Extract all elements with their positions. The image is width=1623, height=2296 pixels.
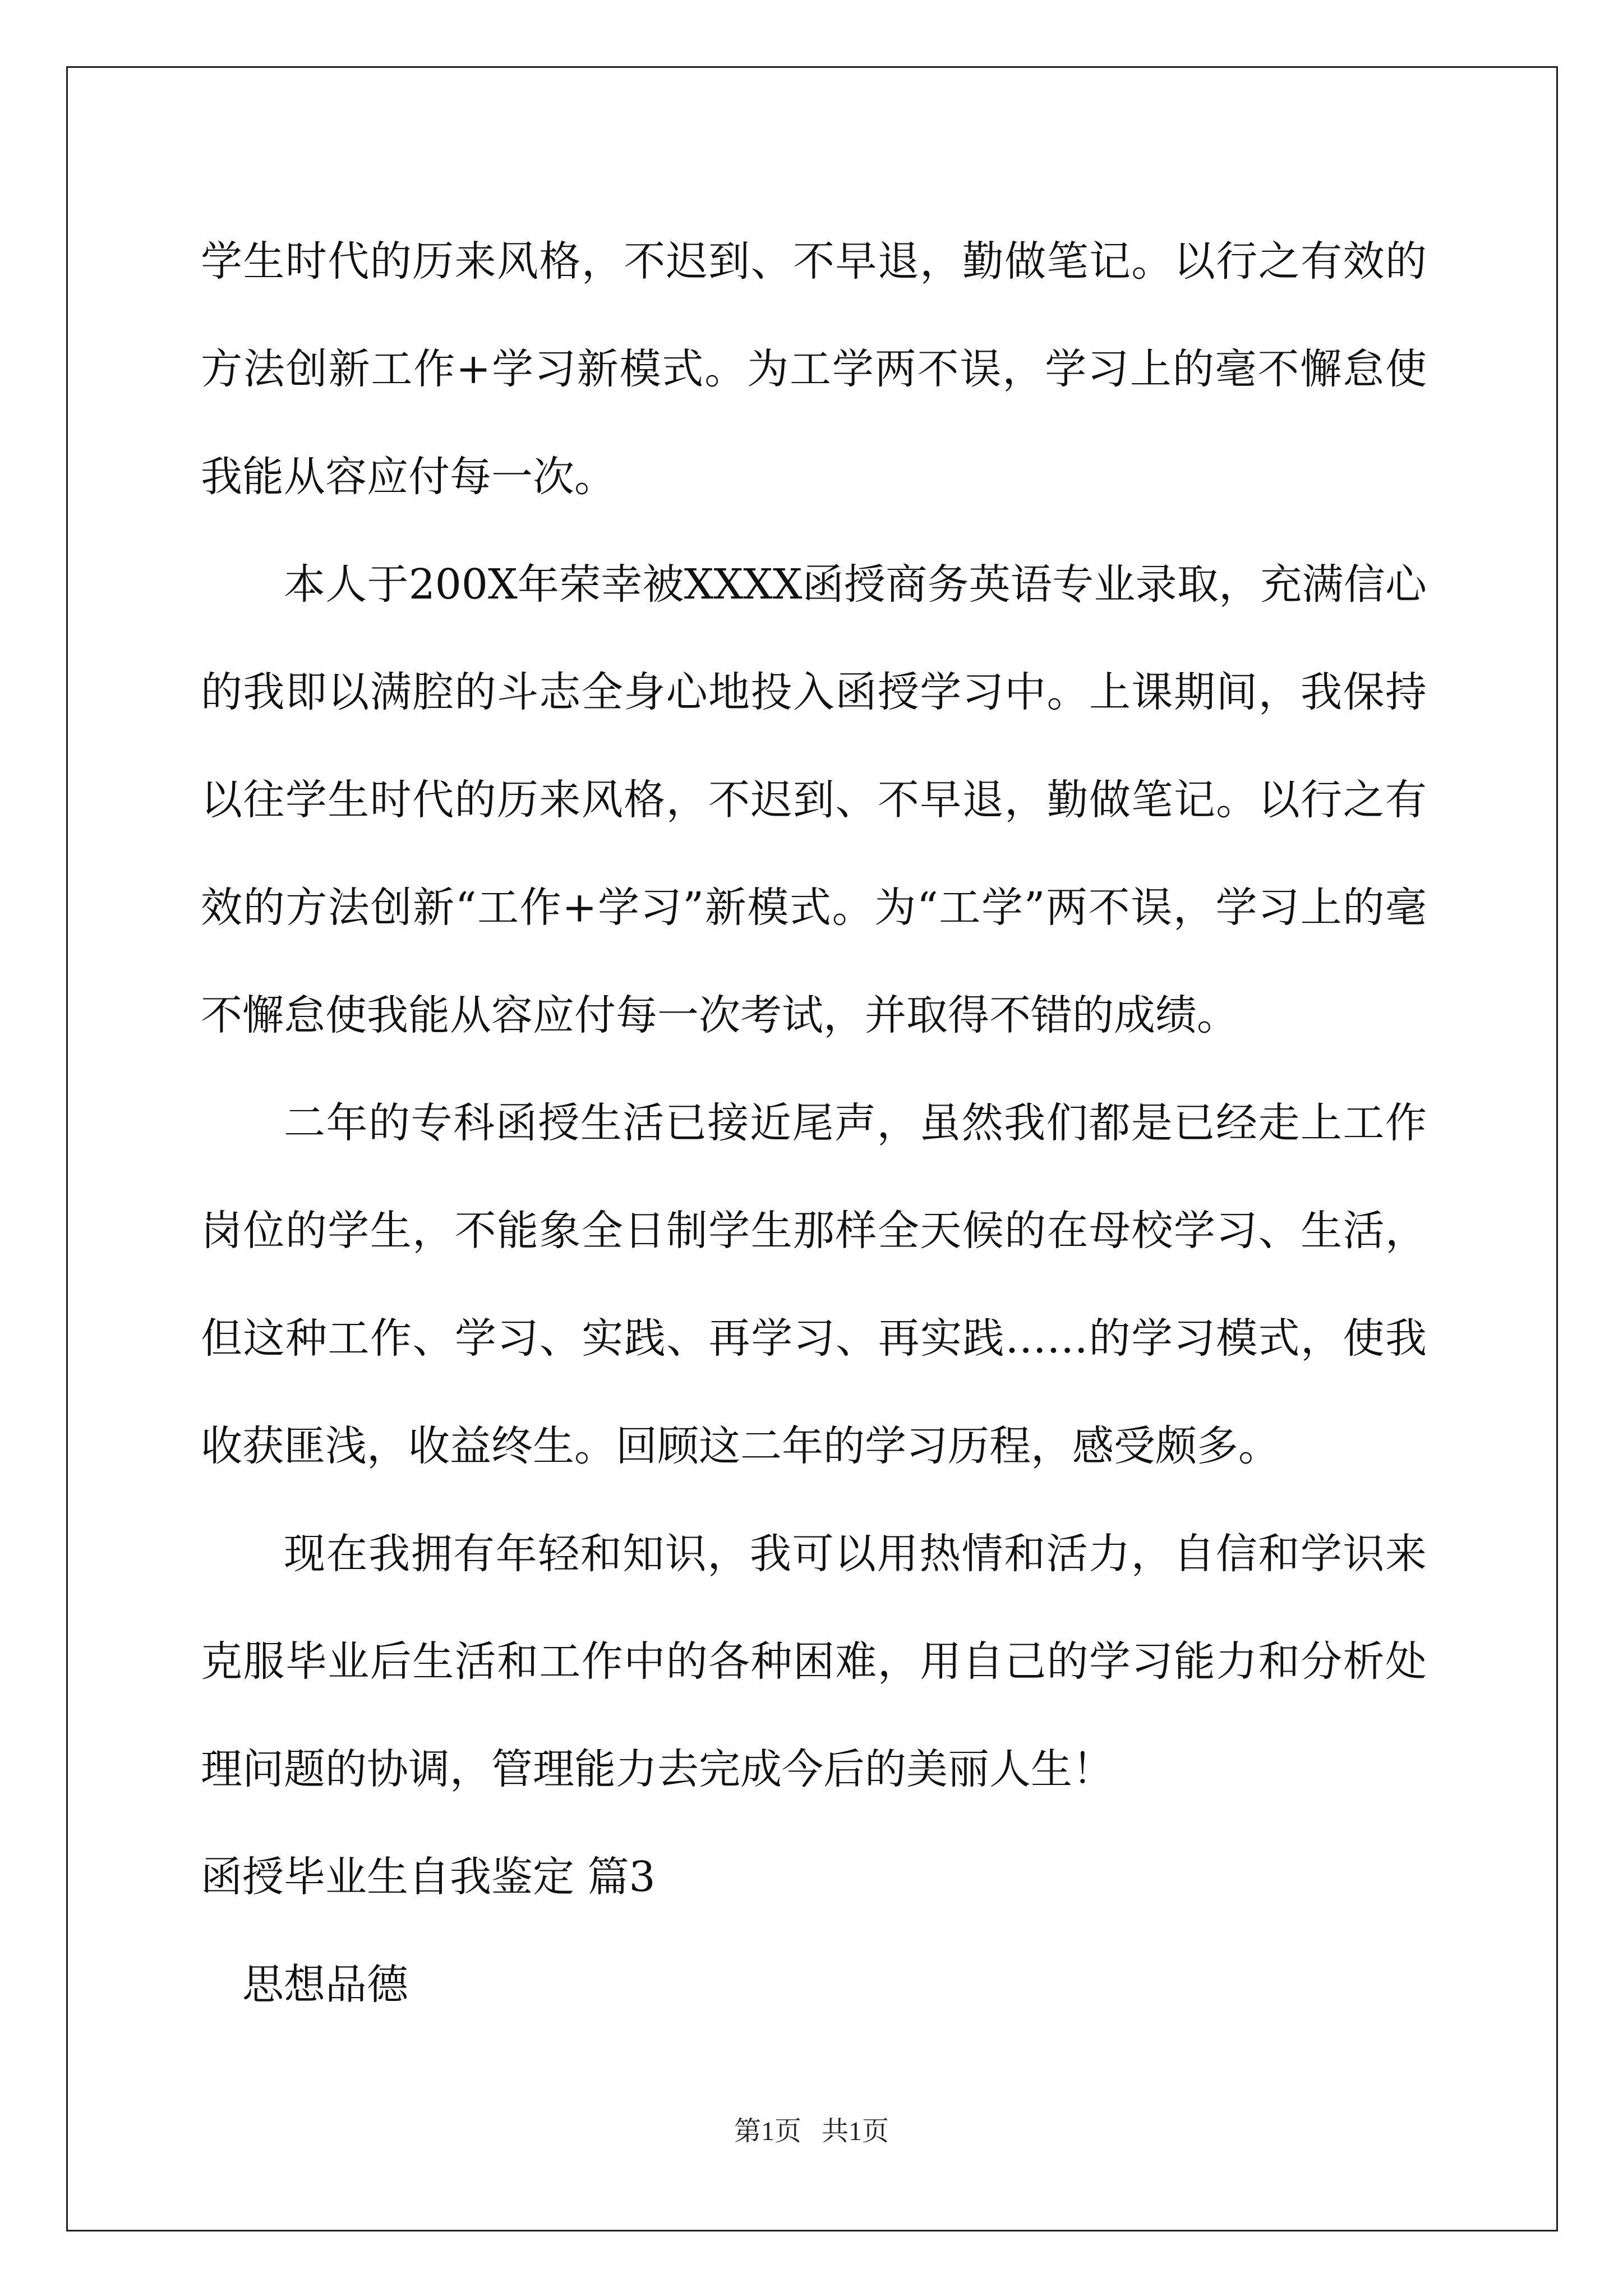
page-footer	[0, 2115, 1623, 2148]
section-heading: 函授毕业生自我鉴定 篇3	[201, 1853, 656, 1901]
subheading: 思想品德	[242, 1961, 408, 2009]
document-body	[201, 208, 1427, 2039]
paragraph-study-life: 二年的专科函授生活已接近尾声，虽然我们都是已经走上工作岗位的学生，不能象全日制学生那样全天候的在母校学习、生活，但这种工作、学习、实践、再学习、再实践……的学习模式，使我收获匪浅，收益终生。回顾这二年的学习历程，感受颇多。	[201, 1099, 1427, 1470]
paragraph-enrollment: 本人于200X年荣幸被XXXX函授商务英语专业录取，充满信心的我即以满腔的斗志全身心地投入函授学习中。上课期间，我保持以往学生时代的历来风格，不迟到、不早退，勤做笔记。以行之有效的方法创新“工作+学习”新模式。为“工学”两不误，学习上的毫不懈怠使我能从容应付每一次考试，并取得不错的成绩。	[201, 560, 1427, 1039]
paragraph-continued: 学生时代的历来风格，不迟到、不早退，勤做笔记。以行之有效的方法创新工作+学习新模式。为工学两不误，学习上的毫不懈怠使我能从容应付每一次。	[201, 237, 1427, 501]
paragraph-future: 现在我拥有年轻和知识，我可以用热情和活力，自信和学识来克服毕业后生活和工作中的各种困难，用自己的学习能力和分析处理问题的协调，管理能力去完成今后的美丽人生！	[201, 1530, 1427, 1793]
page-number: 第1页	[734, 2116, 801, 2146]
page-total: 共1页	[822, 2116, 889, 2146]
